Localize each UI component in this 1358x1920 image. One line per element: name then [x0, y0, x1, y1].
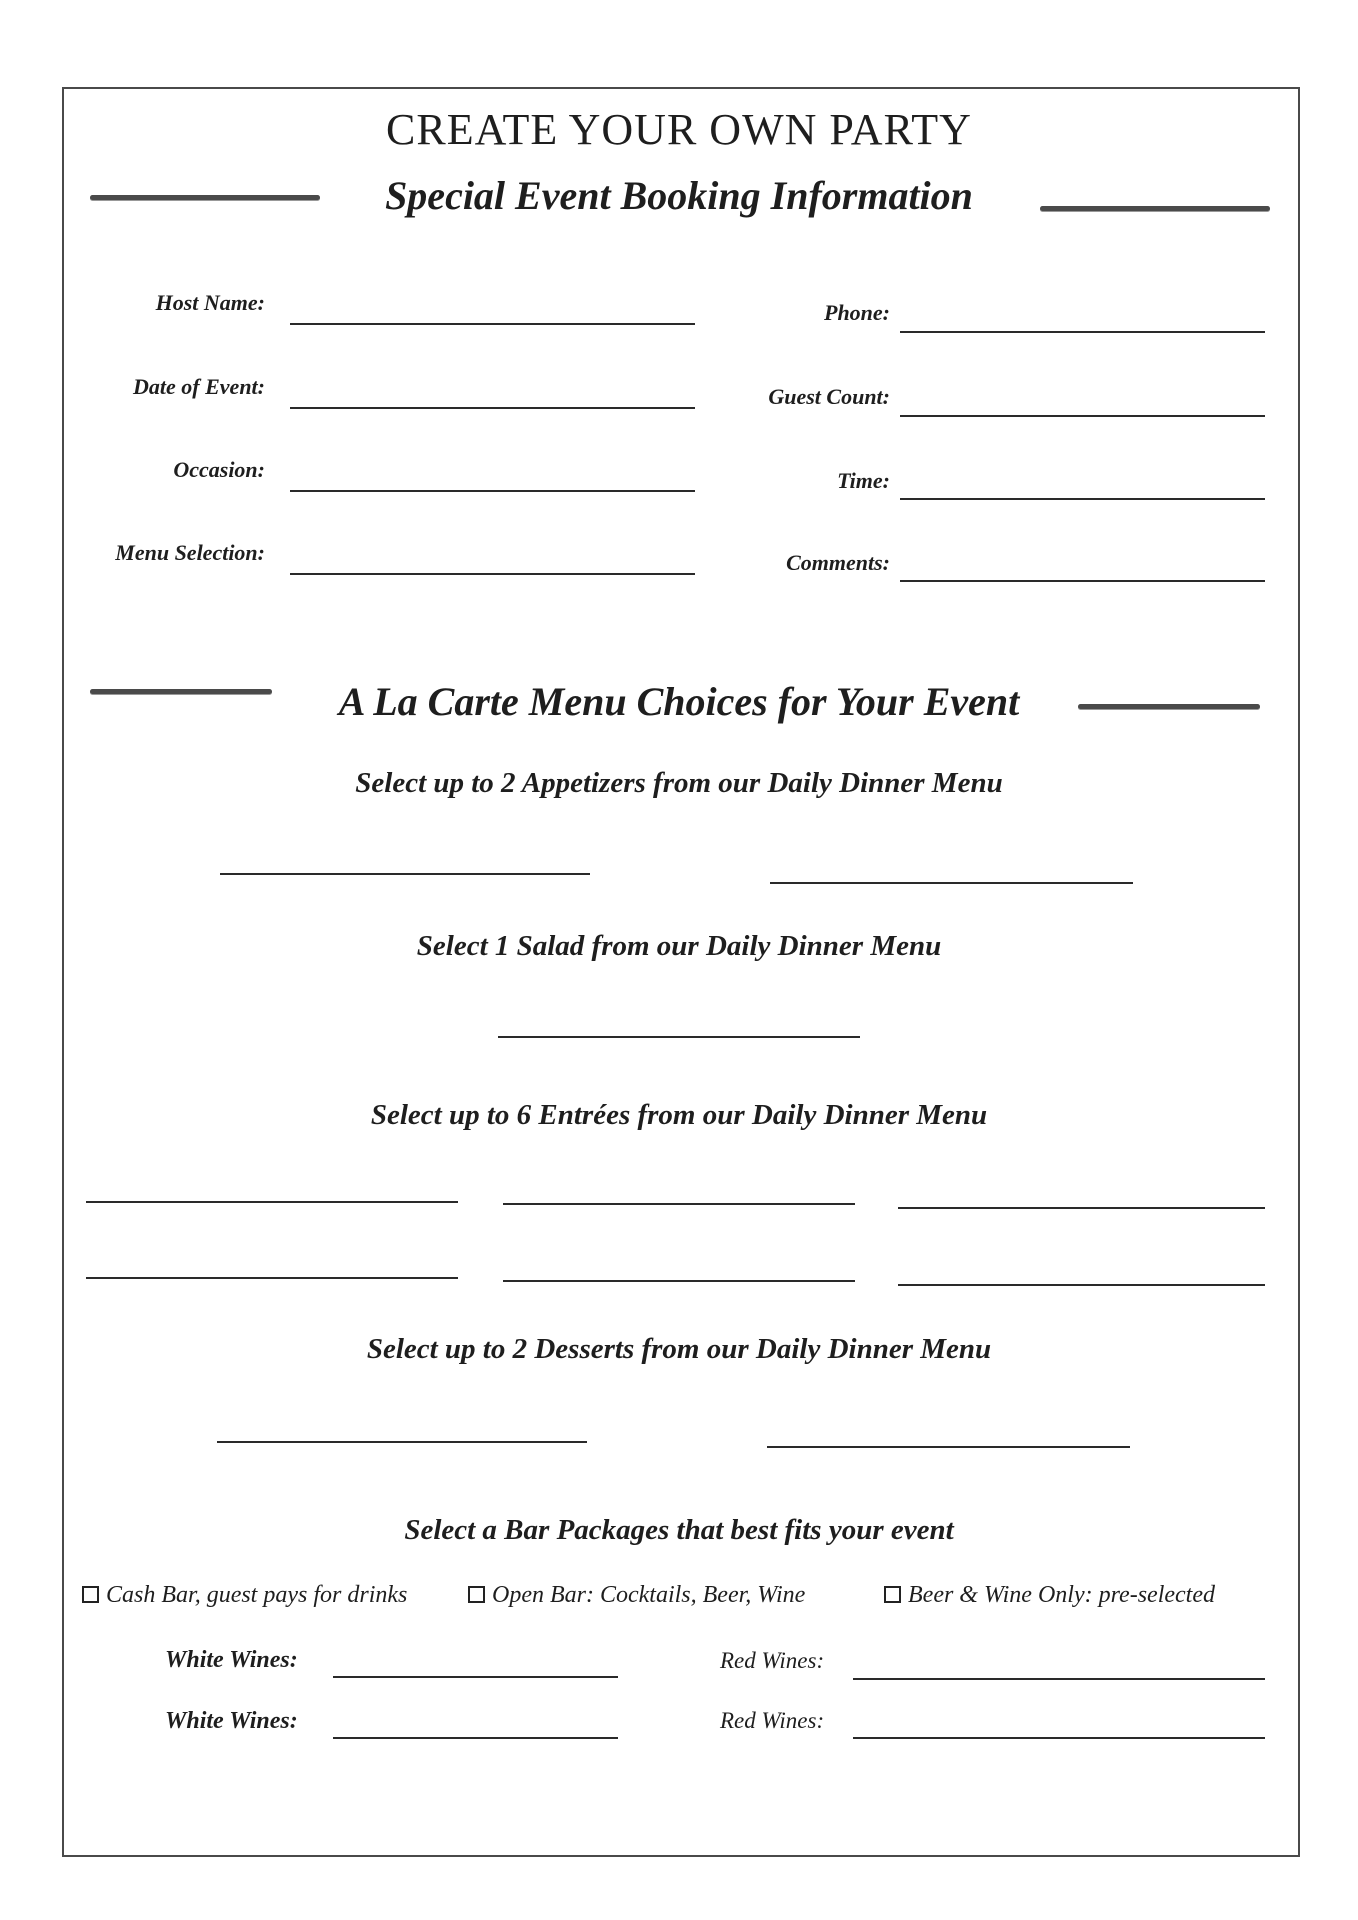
- time-field[interactable]: [900, 498, 1265, 500]
- salad-heading: Select 1 Salad from our Daily Dinner Menu: [416, 930, 942, 962]
- time-label: Time:: [837, 468, 890, 493]
- open-bar-label: Open Bar: Cocktails, Beer, Wine: [492, 1582, 806, 1608]
- white-wines-label: White Wines:: [165, 1647, 298, 1673]
- red-wines-label: Red Wines:: [720, 1708, 825, 1733]
- dessert-field-1[interactable]: [217, 1441, 587, 1443]
- occasion-label: Occasion:: [173, 457, 265, 482]
- decorative-rule: [1040, 206, 1270, 211]
- cash-bar-option[interactable]: [82, 1582, 407, 1609]
- white-wines-label: White Wines:: [165, 1708, 298, 1734]
- entree-field-2[interactable]: [503, 1203, 855, 1205]
- date-of-event-field[interactable]: [290, 407, 695, 409]
- beer-wine-option[interactable]: [884, 1582, 1215, 1609]
- appetizer-field-1[interactable]: [220, 873, 590, 875]
- host-name-label: Host Name:: [155, 290, 265, 315]
- entree-field-3[interactable]: [898, 1207, 1265, 1209]
- entrees-heading: Select up to 6 Entrées from our Daily Dinner Menu: [370, 1099, 988, 1131]
- entree-field-1[interactable]: [86, 1201, 458, 1203]
- page-subtitle: Special Event Booking Information: [385, 173, 973, 218]
- guest-count-label: Guest Count:: [768, 384, 890, 409]
- guest-count-field[interactable]: [900, 415, 1265, 417]
- white-wine-field-2[interactable]: [333, 1737, 618, 1739]
- menu-selection-label: Menu Selection:: [115, 540, 265, 565]
- entree-field-6[interactable]: [898, 1284, 1265, 1286]
- phone-label: Phone:: [824, 300, 890, 325]
- occasion-field[interactable]: [290, 490, 695, 492]
- checkbox-icon[interactable]: [82, 1586, 99, 1603]
- date-of-event-label: Date of Event:: [133, 374, 265, 399]
- appetizers-heading: Select up to 2 Appetizers from our Daily Dinner Menu: [355, 767, 1003, 799]
- white-wine-field-1[interactable]: [333, 1676, 618, 1678]
- open-bar-option[interactable]: [468, 1582, 805, 1609]
- bar-heading: Select a Bar Packages that best fits your event: [404, 1514, 954, 1546]
- checkbox-icon[interactable]: [468, 1586, 485, 1603]
- host-name-field[interactable]: [290, 323, 695, 325]
- phone-field[interactable]: [900, 331, 1265, 333]
- menu-heading: A La Carte Menu Choices for Your Event: [338, 679, 1020, 724]
- salad-field[interactable]: [498, 1036, 860, 1038]
- red-wine-field-1[interactable]: [853, 1678, 1265, 1680]
- cash-bar-label: Cash Bar, guest pays for drinks: [106, 1582, 408, 1608]
- red-wines-label: Red Wines:: [720, 1648, 825, 1673]
- page-title: CREATE YOUR OWN PARTY: [386, 105, 972, 154]
- red-wine-field-2[interactable]: [853, 1737, 1265, 1739]
- checkbox-icon[interactable]: [884, 1586, 901, 1603]
- comments-field[interactable]: [900, 580, 1265, 582]
- dessert-field-2[interactable]: [767, 1446, 1130, 1448]
- desserts-heading: Select up to 2 Desserts from our Daily Dinner Menu: [366, 1333, 992, 1365]
- entree-field-4[interactable]: [86, 1277, 458, 1279]
- menu-selection-field[interactable]: [290, 573, 695, 575]
- decorative-rule: [1078, 704, 1260, 709]
- appetizer-field-2[interactable]: [770, 882, 1133, 884]
- comments-label: Comments:: [786, 550, 890, 575]
- beer-wine-label: Beer & Wine Only: pre-selected: [908, 1582, 1215, 1608]
- entree-field-5[interactable]: [503, 1280, 855, 1282]
